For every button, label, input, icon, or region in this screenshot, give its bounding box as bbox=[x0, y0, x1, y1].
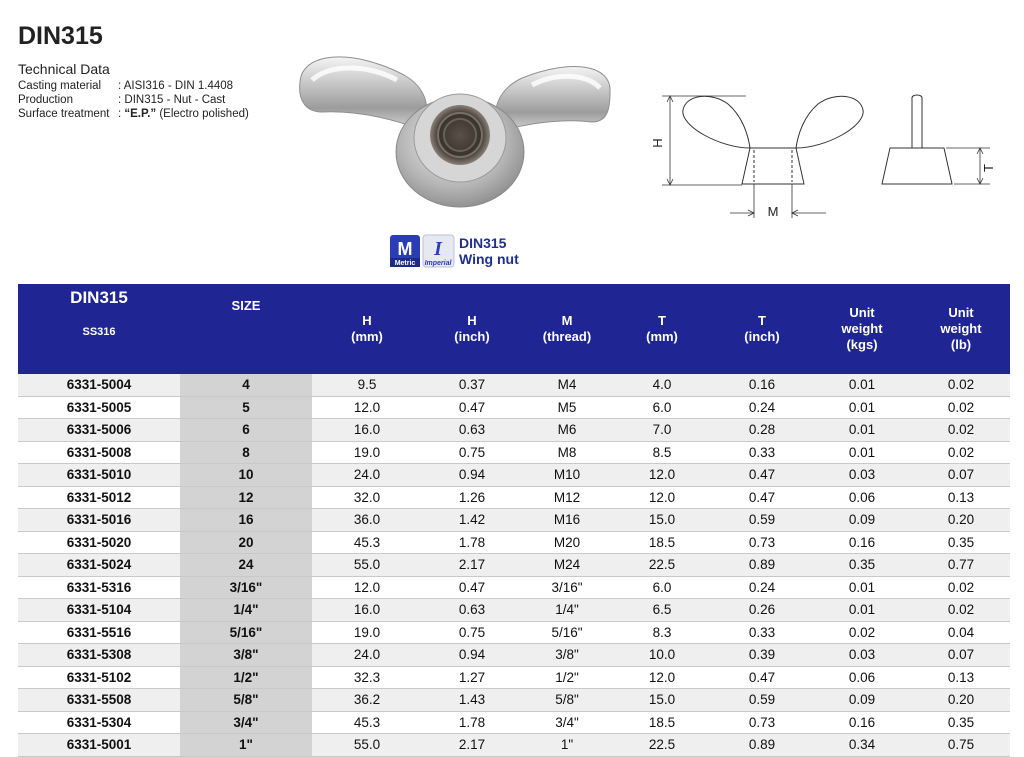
header-weight-kgs bbox=[812, 284, 912, 374]
cell-t-mm: 7.0 bbox=[612, 419, 712, 442]
cell-m-thread: M12 bbox=[522, 486, 612, 509]
table-row bbox=[18, 621, 1010, 644]
wing-nut-photo bbox=[292, 40, 617, 215]
table-row bbox=[18, 711, 1010, 734]
table-row bbox=[18, 689, 1010, 712]
cell-t-inch: 0.59 bbox=[712, 509, 812, 532]
cell-h-inch: 0.94 bbox=[422, 644, 522, 667]
cell-size: 12 bbox=[180, 486, 312, 509]
cell-m-thread: M4 bbox=[522, 374, 612, 396]
cell-h-inch: 0.63 bbox=[422, 419, 522, 442]
cell-h-inch: 0.37 bbox=[422, 374, 522, 396]
cell-t-inch: 0.47 bbox=[712, 464, 812, 487]
cell-size: 5 bbox=[180, 396, 312, 419]
cell-size: 5/16" bbox=[180, 621, 312, 644]
metric-badge-label: Metric bbox=[394, 260, 416, 267]
cell-h-mm: 32.3 bbox=[312, 666, 422, 689]
cell-code: 6331-5001 bbox=[18, 734, 180, 757]
cell-weight-kgs: 0.03 bbox=[812, 644, 912, 667]
header-code-title: DIN315 bbox=[70, 288, 128, 307]
header-line: (inch) bbox=[454, 329, 490, 344]
header-line: Unit bbox=[849, 305, 875, 320]
imperial-badge-label: Imperial bbox=[424, 260, 452, 267]
cell-t-inch: 0.24 bbox=[712, 396, 812, 419]
cell-t-inch: 0.26 bbox=[712, 599, 812, 622]
cell-h-inch: 1.43 bbox=[422, 689, 522, 712]
header-code bbox=[18, 284, 180, 374]
cell-code: 6331-5516 bbox=[18, 621, 180, 644]
cell-h-mm: 12.0 bbox=[312, 396, 422, 419]
imperial-badge-letter: I bbox=[434, 238, 442, 260]
cell-weight-kgs: 0.01 bbox=[812, 441, 912, 464]
cell-h-inch: 2.17 bbox=[422, 554, 522, 577]
cell-weight-kgs: 0.01 bbox=[812, 374, 912, 396]
cell-weight-lb: 0.20 bbox=[912, 509, 1010, 532]
cell-t-mm: 12.0 bbox=[612, 486, 712, 509]
table-row bbox=[18, 374, 1010, 396]
cell-h-mm: 36.2 bbox=[312, 689, 422, 712]
cell-t-inch: 0.16 bbox=[712, 374, 812, 396]
cell-t-mm: 10.0 bbox=[612, 644, 712, 667]
cell-code: 6331-5016 bbox=[18, 509, 180, 532]
cell-t-mm: 18.5 bbox=[612, 531, 712, 554]
cell-weight-lb: 0.04 bbox=[912, 621, 1010, 644]
cell-code: 6331-5008 bbox=[18, 441, 180, 464]
table-row bbox=[18, 396, 1010, 419]
cell-h-mm: 55.0 bbox=[312, 734, 422, 757]
cell-h-mm: 9.5 bbox=[312, 374, 422, 396]
header-h-inch bbox=[422, 284, 522, 374]
cell-weight-kgs: 0.01 bbox=[812, 599, 912, 622]
cell-code: 6331-5012 bbox=[18, 486, 180, 509]
cell-weight-lb: 0.75 bbox=[912, 734, 1010, 757]
cell-code: 6331-5508 bbox=[18, 689, 180, 712]
cell-h-inch: 0.47 bbox=[422, 396, 522, 419]
cell-t-mm: 8.3 bbox=[612, 621, 712, 644]
table-body bbox=[18, 374, 1010, 756]
cell-m-thread: 1/4" bbox=[522, 599, 612, 622]
table-row bbox=[18, 666, 1010, 689]
tech-value: : DIN315 - Nut - Cast bbox=[118, 94, 226, 106]
cell-t-mm: 6.0 bbox=[612, 396, 712, 419]
cell-weight-kgs: 0.34 bbox=[812, 734, 912, 757]
cell-h-inch: 1.42 bbox=[422, 509, 522, 532]
table-row bbox=[18, 554, 1010, 577]
header-h-mm bbox=[312, 284, 422, 374]
cell-h-mm: 12.0 bbox=[312, 576, 422, 599]
cell-weight-kgs: 0.09 bbox=[812, 509, 912, 532]
header-line: T bbox=[758, 313, 766, 328]
cell-h-inch: 0.75 bbox=[422, 441, 522, 464]
cell-m-thread: M16 bbox=[522, 509, 612, 532]
table-row bbox=[18, 441, 1010, 464]
cell-weight-lb: 0.02 bbox=[912, 374, 1010, 396]
header-m-thread bbox=[522, 284, 612, 374]
cell-code: 6331-5020 bbox=[18, 531, 180, 554]
tech-row-production bbox=[18, 94, 225, 106]
cell-size: 16 bbox=[180, 509, 312, 532]
cell-t-inch: 0.47 bbox=[712, 486, 812, 509]
table-row bbox=[18, 644, 1010, 667]
cell-weight-lb: 0.35 bbox=[912, 531, 1010, 554]
tech-value-prefix: : bbox=[118, 108, 125, 120]
cell-code: 6331-5316 bbox=[18, 576, 180, 599]
cell-m-thread: 5/8" bbox=[522, 689, 612, 712]
cell-m-thread: M5 bbox=[522, 396, 612, 419]
tech-value bbox=[118, 108, 249, 120]
tech-value-bold: “E.P.” bbox=[124, 108, 157, 120]
cell-t-mm: 15.0 bbox=[612, 509, 712, 532]
page-title: DIN315 bbox=[18, 22, 103, 50]
cell-m-thread: 3/16" bbox=[522, 576, 612, 599]
cell-h-inch: 0.94 bbox=[422, 464, 522, 487]
cell-code: 6331-5024 bbox=[18, 554, 180, 577]
tech-label: Production bbox=[18, 94, 73, 106]
cell-t-inch: 0.39 bbox=[712, 644, 812, 667]
tech-row-casting-material bbox=[18, 80, 233, 92]
cell-weight-lb: 0.13 bbox=[912, 486, 1010, 509]
cell-h-inch: 2.17 bbox=[422, 734, 522, 757]
header-line: (lb) bbox=[950, 337, 972, 352]
cell-code: 6331-5308 bbox=[18, 644, 180, 667]
cell-size: 24 bbox=[180, 554, 312, 577]
header-line: (kgs) bbox=[846, 337, 878, 352]
cell-h-inch: 0.75 bbox=[422, 621, 522, 644]
table-row bbox=[18, 509, 1010, 532]
header-line: H bbox=[467, 313, 477, 328]
cell-h-mm: 24.0 bbox=[312, 644, 422, 667]
cell-h-mm: 32.0 bbox=[312, 486, 422, 509]
cell-t-inch: 0.28 bbox=[712, 419, 812, 442]
cell-weight-kgs: 0.02 bbox=[812, 621, 912, 644]
cell-t-mm: 15.0 bbox=[612, 689, 712, 712]
cell-m-thread: M8 bbox=[522, 441, 612, 464]
tech-label: Casting material bbox=[18, 80, 102, 92]
cell-h-mm: 16.0 bbox=[312, 599, 422, 622]
metric-badge-letter: M bbox=[397, 239, 413, 259]
table-row bbox=[18, 531, 1010, 554]
cell-h-inch: 0.63 bbox=[422, 599, 522, 622]
tech-value-suffix: (Electro polished) bbox=[156, 108, 249, 120]
cell-t-mm: 6.0 bbox=[612, 576, 712, 599]
cell-weight-kgs: 0.16 bbox=[812, 711, 912, 734]
cell-code: 6331-5102 bbox=[18, 666, 180, 689]
cell-size: 8 bbox=[180, 441, 312, 464]
cell-m-thread: M6 bbox=[522, 419, 612, 442]
cell-t-mm: 6.5 bbox=[612, 599, 712, 622]
cell-t-inch: 0.47 bbox=[712, 666, 812, 689]
cell-weight-lb: 0.02 bbox=[912, 441, 1010, 464]
header-line: (thread) bbox=[542, 329, 592, 344]
tech-label: Surface treatment bbox=[18, 108, 110, 120]
table-row bbox=[18, 486, 1010, 509]
cell-t-inch: 0.73 bbox=[712, 711, 812, 734]
cell-t-mm: 22.5 bbox=[612, 554, 712, 577]
table-header-row bbox=[18, 284, 1010, 374]
product-description: Wing nut bbox=[459, 251, 519, 267]
cell-code: 6331-5010 bbox=[18, 464, 180, 487]
cell-weight-lb: 0.02 bbox=[912, 599, 1010, 622]
cell-h-mm: 16.0 bbox=[312, 419, 422, 442]
cell-weight-kgs: 0.06 bbox=[812, 666, 912, 689]
cell-size: 1/2" bbox=[180, 666, 312, 689]
cell-t-mm: 22.5 bbox=[612, 734, 712, 757]
cell-weight-kgs: 0.01 bbox=[812, 419, 912, 442]
cell-weight-kgs: 0.16 bbox=[812, 531, 912, 554]
metric-imperial-badges bbox=[389, 234, 455, 268]
cell-m-thread: M20 bbox=[522, 531, 612, 554]
cell-h-mm: 24.0 bbox=[312, 464, 422, 487]
cell-h-inch: 1.78 bbox=[422, 531, 522, 554]
cell-t-mm: 12.0 bbox=[612, 464, 712, 487]
cell-weight-lb: 0.07 bbox=[912, 464, 1010, 487]
cell-weight-lb: 0.35 bbox=[912, 711, 1010, 734]
cell-t-mm: 8.5 bbox=[612, 441, 712, 464]
cell-m-thread: 1/2" bbox=[522, 666, 612, 689]
header-line: T bbox=[658, 313, 666, 328]
cell-t-inch: 0.24 bbox=[712, 576, 812, 599]
cell-weight-kgs: 0.01 bbox=[812, 396, 912, 419]
dim-label-m: M bbox=[767, 204, 779, 219]
cell-t-mm: 18.5 bbox=[612, 711, 712, 734]
cell-weight-lb: 0.02 bbox=[912, 419, 1010, 442]
cell-h-mm: 19.0 bbox=[312, 441, 422, 464]
cell-weight-lb: 0.02 bbox=[912, 576, 1010, 599]
cell-t-mm: 4.0 bbox=[612, 374, 712, 396]
cell-m-thread: 3/8" bbox=[522, 644, 612, 667]
cell-t-inch: 0.89 bbox=[712, 734, 812, 757]
header-line: H bbox=[362, 313, 372, 328]
cell-m-thread: M24 bbox=[522, 554, 612, 577]
header-t-mm bbox=[612, 284, 712, 374]
cell-size: 5/8" bbox=[180, 689, 312, 712]
cell-code: 6331-5104 bbox=[18, 599, 180, 622]
cell-size: 3/16" bbox=[180, 576, 312, 599]
cell-size: 10 bbox=[180, 464, 312, 487]
cell-t-inch: 0.33 bbox=[712, 441, 812, 464]
header-line: weight bbox=[940, 321, 982, 336]
tech-value: : AISI316 - DIN 1.4408 bbox=[118, 80, 234, 92]
dim-label-t: T bbox=[981, 164, 996, 172]
table-row bbox=[18, 599, 1010, 622]
cell-h-inch: 1.26 bbox=[422, 486, 522, 509]
cell-t-inch: 0.73 bbox=[712, 531, 812, 554]
specification-table bbox=[18, 284, 1010, 757]
cell-h-inch: 1.78 bbox=[422, 711, 522, 734]
cell-weight-lb: 0.07 bbox=[912, 644, 1010, 667]
header-line: weight bbox=[841, 321, 883, 336]
header-line: (mm) bbox=[646, 329, 678, 344]
table-row bbox=[18, 419, 1010, 442]
cell-h-mm: 45.3 bbox=[312, 711, 422, 734]
cell-weight-lb: 0.13 bbox=[912, 666, 1010, 689]
header-t-inch bbox=[712, 284, 812, 374]
cell-t-inch: 0.89 bbox=[712, 554, 812, 577]
tech-row-surface-treatment bbox=[18, 108, 249, 120]
header-line: (mm) bbox=[351, 329, 383, 344]
cell-code: 6331-5004 bbox=[18, 374, 180, 396]
cell-size: 3/4" bbox=[180, 711, 312, 734]
cell-weight-lb: 0.77 bbox=[912, 554, 1010, 577]
cell-size: 6 bbox=[180, 419, 312, 442]
cell-h-mm: 36.0 bbox=[312, 509, 422, 532]
header-line: M bbox=[561, 313, 573, 328]
cell-h-mm: 45.3 bbox=[312, 531, 422, 554]
header-size: SIZE bbox=[180, 284, 312, 374]
cell-size: 20 bbox=[180, 531, 312, 554]
cell-h-inch: 1.27 bbox=[422, 666, 522, 689]
header-line: (inch) bbox=[744, 329, 780, 344]
cell-size: 1/4" bbox=[180, 599, 312, 622]
cell-weight-lb: 0.02 bbox=[912, 396, 1010, 419]
cell-weight-kgs: 0.01 bbox=[812, 576, 912, 599]
cell-weight-lb: 0.20 bbox=[912, 689, 1010, 712]
cell-h-inch: 0.47 bbox=[422, 576, 522, 599]
cell-weight-kgs: 0.35 bbox=[812, 554, 912, 577]
cell-t-inch: 0.59 bbox=[712, 689, 812, 712]
cell-h-mm: 19.0 bbox=[312, 621, 422, 644]
cell-m-thread: M10 bbox=[522, 464, 612, 487]
cell-code: 6331-5304 bbox=[18, 711, 180, 734]
table-row bbox=[18, 464, 1010, 487]
header-line: Unit bbox=[948, 305, 974, 320]
technical-drawing bbox=[650, 86, 1000, 226]
cell-weight-kgs: 0.06 bbox=[812, 486, 912, 509]
table-row bbox=[18, 576, 1010, 599]
product-caption bbox=[459, 235, 519, 267]
header-code-sub: SS316 bbox=[82, 326, 116, 338]
table-row bbox=[18, 734, 1010, 757]
cell-m-thread: 1" bbox=[522, 734, 612, 757]
cell-t-mm: 12.0 bbox=[612, 666, 712, 689]
cell-weight-kgs: 0.09 bbox=[812, 689, 912, 712]
header-weight-lb bbox=[912, 284, 1010, 374]
cell-t-inch: 0.33 bbox=[712, 621, 812, 644]
cell-code: 6331-5006 bbox=[18, 419, 180, 442]
cell-h-mm: 55.0 bbox=[312, 554, 422, 577]
cell-weight-kgs: 0.03 bbox=[812, 464, 912, 487]
dim-label-h: H bbox=[650, 138, 665, 148]
cell-size: 3/8" bbox=[180, 644, 312, 667]
cell-m-thread: 3/4" bbox=[522, 711, 612, 734]
technical-data-heading: Technical Data bbox=[18, 61, 110, 77]
cell-size: 1" bbox=[180, 734, 312, 757]
cell-code: 6331-5005 bbox=[18, 396, 180, 419]
cell-size: 4 bbox=[180, 374, 312, 396]
cell-m-thread: 5/16" bbox=[522, 621, 612, 644]
product-name: DIN315 bbox=[459, 235, 507, 251]
